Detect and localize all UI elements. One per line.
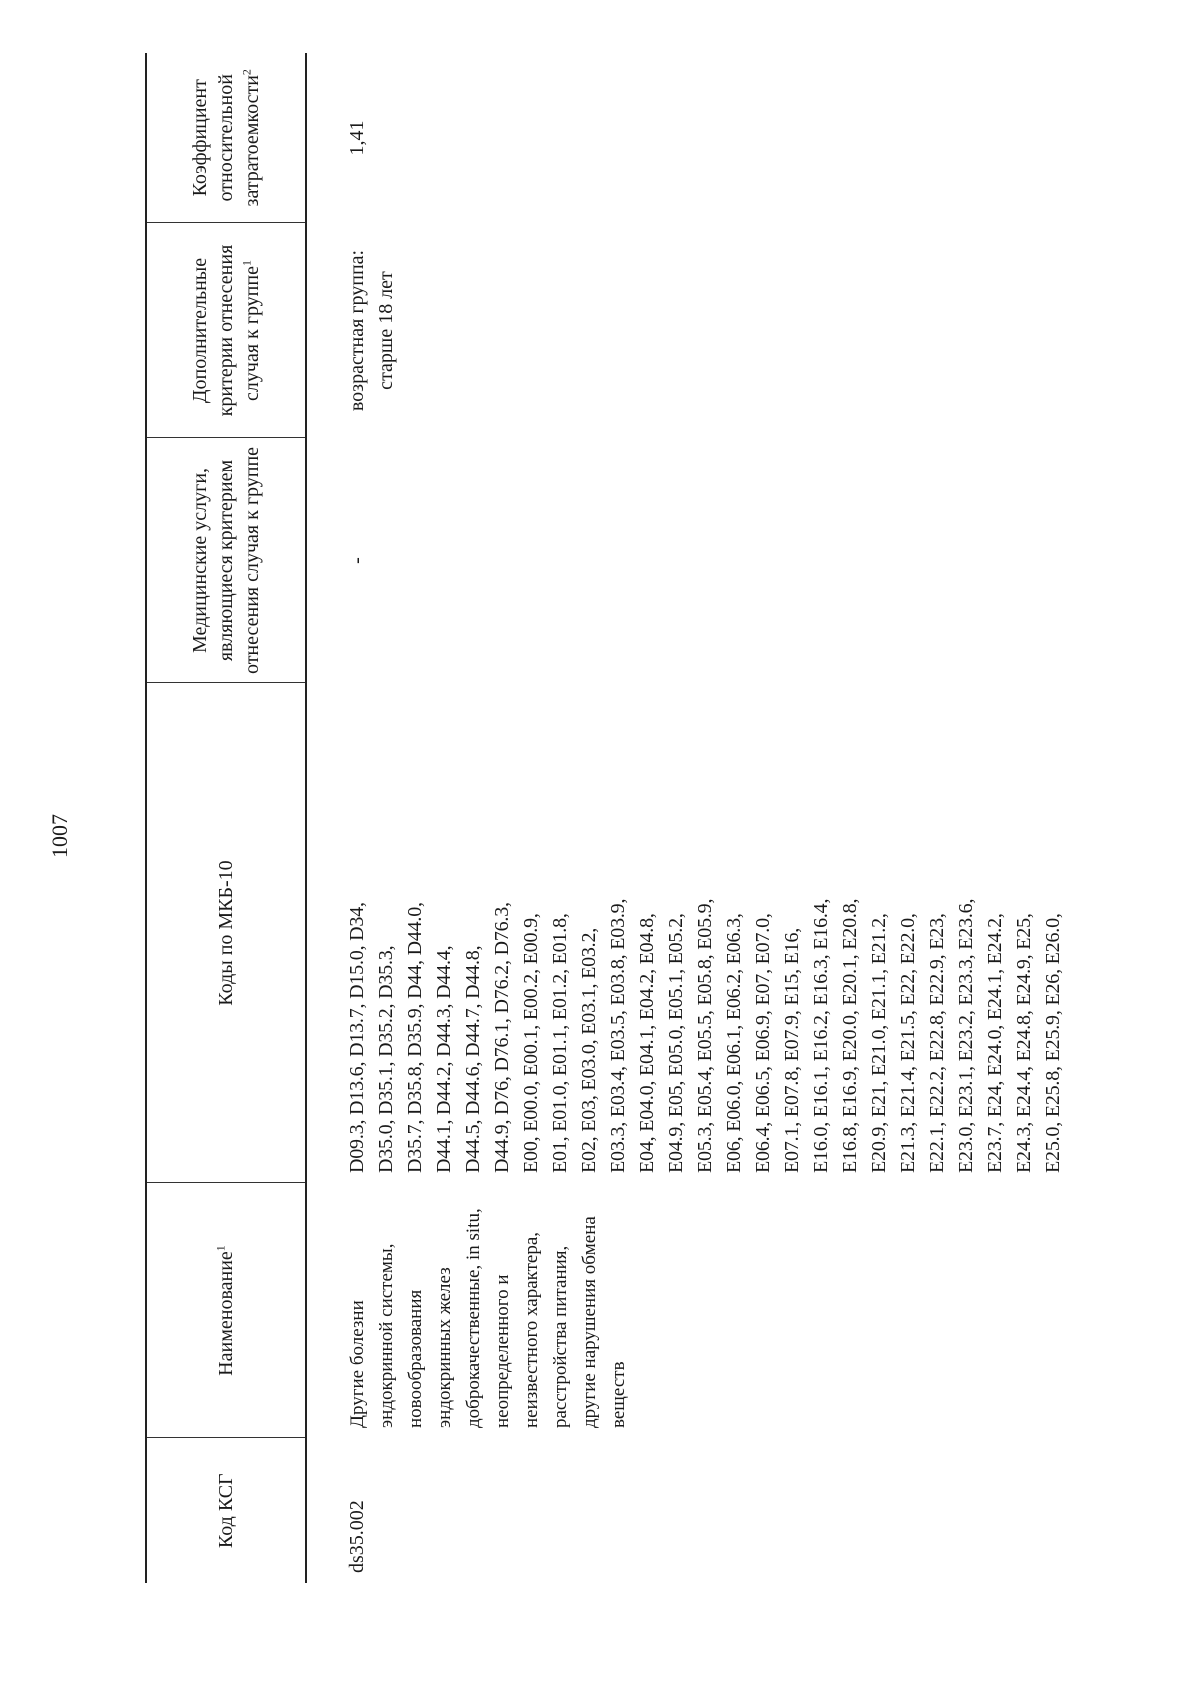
- mkb-code-line: E06, E06.0, E06.1, E06.2, E06.3,: [723, 913, 745, 1173]
- header-name: Наименование$^1$: [146, 1183, 306, 1438]
- mkb-code-line: E05.3, E05.4, E05.5, E05.8, E05.9,: [694, 898, 716, 1173]
- mkb-code-line: E07.1, E07.8, E07.9, E15, E16,: [781, 927, 803, 1173]
- mkb-code-line: E21.3, E21.4, E21.5, E22, E22.0,: [897, 913, 919, 1173]
- mkb-code-line: D09.3, D13.6, D13.7, D15.0, D34,: [346, 902, 368, 1173]
- table-header-row: [146, 53, 306, 1583]
- mkb-code-list: [343, 693, 1068, 1173]
- header-code: Код КСГ: [146, 1438, 306, 1583]
- cell-coefficient: 1,41: [346, 120, 368, 156]
- ksg-table-container: [145, 53, 1064, 1583]
- mkb-code-line: E23.0, E23.1, E23.2, E23.3, E23.6,: [955, 898, 977, 1173]
- header-criteria: Дополнительные критерии отнесения случая к группе$^1$: [146, 223, 306, 438]
- mkb-code-line: E02, E03, E03.0, E03.1, E03.2,: [578, 927, 600, 1173]
- cell-services: -: [346, 557, 368, 564]
- mkb-code-line: E06.4, E06.5, E06.9, E07, E07.0,: [752, 913, 774, 1173]
- header-criteria-footnote: 1: [239, 260, 254, 267]
- mkb-code-line: E04.9, E05, E05.0, E05.1, E05.2,: [665, 913, 687, 1173]
- mkb-code-line: D44.5, D44.6, D44.7, D44.8,: [462, 945, 484, 1173]
- mkb-code-line: E16.8, E16.9, E20.0, E20.1, E20.8,: [839, 898, 861, 1173]
- mkb-code-line: E01, E01.0, E01.1, E01.2, E01.8,: [549, 913, 571, 1173]
- mkb-code-line: E23.7, E24, E24.0, E24.1, E24.2,: [984, 913, 1006, 1173]
- header-name-footnote: 1: [213, 1245, 228, 1252]
- cell-ksg-code: ds35.002: [346, 1500, 368, 1573]
- header-coef: Коэффициент относительной затратоемкости$^2$: [146, 53, 306, 223]
- mkb-code-line: E24.3, E24.4, E24.8, E24.9, E25,: [1013, 913, 1035, 1173]
- mkb-code-line: E16.0, E16.1, E16.2, E16.3, E16.4,: [810, 898, 832, 1173]
- mkb-code-line: E22.1, E22.2, E22.8, E22.9, E23,: [926, 913, 948, 1173]
- mkb-code-line: E03.3, E03.4, E03.5, E03.8, E03.9,: [607, 898, 629, 1173]
- header-coef-footnote: 2: [239, 69, 254, 76]
- mkb-code-line: D44.9, D76, D76.1, D76.2, D76.3,: [491, 902, 513, 1173]
- page-number-text: 1007: [47, 814, 72, 858]
- mkb-code-line: D44.1, D44.2, D44.3, D44.4,: [433, 945, 455, 1173]
- cell-mkb-codes: [306, 683, 1068, 1183]
- mkb-code-line: D35.7, D35.8, D35.9, D44, D44.0,: [404, 902, 426, 1173]
- table-row: [306, 53, 1068, 1583]
- header-services: Медицинские услуги, являющиеся критерием отнесения случая к группе: [146, 438, 306, 683]
- cell-name: Другие болезни эндокринной системы, новообразования эндокринных желез доброкачественные, in situ, неопределенного и неизвестного характера, расстройства питания, другие нарушения обмена веществ: [347, 1208, 629, 1428]
- mkb-code-line: D35.0, D35.1, D35.2, D35.3,: [375, 945, 397, 1173]
- mkb-code-line: E20.9, E21, E21.0, E21.1, E21.2,: [868, 913, 890, 1173]
- mkb-code-line: E04, E04.0, E04.1, E04.2, E04.8,: [636, 913, 658, 1173]
- mkb-code-line: E25.0, E25.8, E25.9, E26, E26.0,: [1042, 913, 1064, 1173]
- ksg-table: [145, 53, 1068, 1583]
- header-mkb: Коды по МКБ-10: [146, 683, 306, 1183]
- mkb-code-line: E00, E00.0, E00.1, E00.2, E00.9,: [520, 913, 542, 1173]
- cell-criteria: возрастная группа: старше 18 лет: [346, 249, 397, 412]
